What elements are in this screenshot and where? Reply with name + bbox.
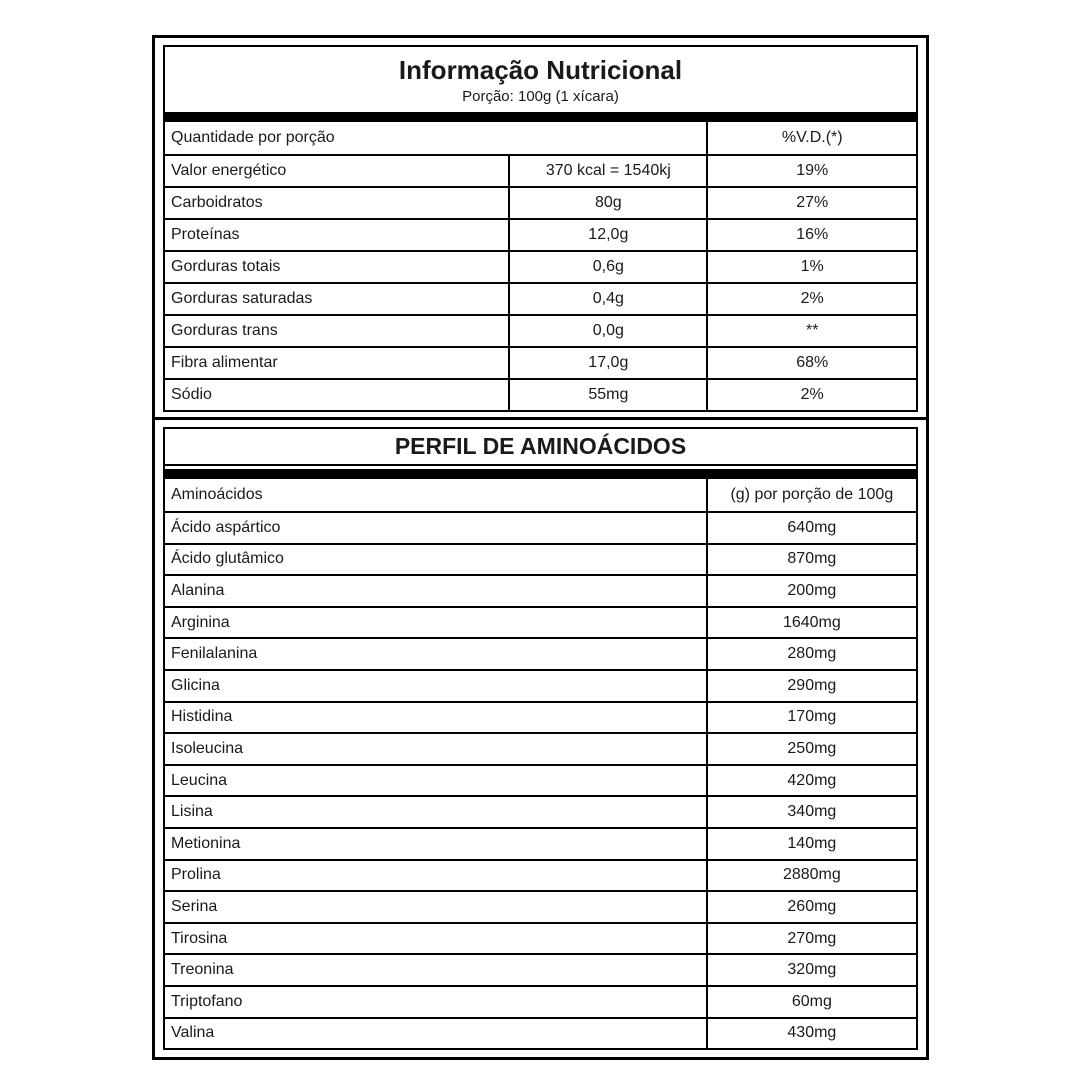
table-row [165, 701, 916, 733]
amino-acid-name: Leucina [171, 771, 228, 789]
amino-acid-amount: 200mg [706, 576, 916, 606]
table-row [165, 186, 916, 218]
nutrition-table-body [165, 122, 916, 410]
table-row [165, 378, 916, 410]
amino-acid-amount: 290mg [706, 671, 916, 701]
table-row [165, 669, 916, 701]
thick-divider-bar [165, 469, 916, 479]
amino-acid-profile-panel [152, 417, 929, 1060]
nutrient-name: Fibra alimentar [171, 353, 278, 371]
amino-acid-amount: 640mg [706, 513, 916, 543]
nutrient-name: Gorduras totais [171, 257, 281, 275]
nutrition-title: Informação Nutricional [398, 55, 683, 85]
table-row [165, 511, 916, 543]
amino-acid-table [163, 427, 918, 1050]
amino-acid-amount: 420mg [706, 766, 916, 796]
nutrient-amount: 0,0g [508, 316, 706, 346]
amino-acid-name: Lisina [171, 803, 213, 821]
amino-acid-name: Valina [171, 1024, 215, 1042]
thick-divider-bar [165, 112, 916, 122]
nutrient-daily-value: 2% [706, 284, 916, 314]
table-row [165, 764, 916, 796]
amino-acid-name: Glicina [171, 676, 220, 694]
table-row [165, 732, 916, 764]
table-row [165, 346, 916, 378]
amino-acid-amount: 140mg [706, 829, 916, 859]
nutrient-amount: 55mg [508, 380, 706, 410]
amino-acid-name: Treonina [171, 961, 234, 979]
table-row [165, 282, 916, 314]
nutrient-daily-value: 16% [706, 220, 916, 250]
amino-acid-name: Fenilalanina [171, 645, 258, 663]
amino-acid-amount: 870mg [706, 545, 916, 575]
quantity-per-serving-label: Quantidade por porção [171, 128, 335, 146]
table-row [165, 574, 916, 606]
nutrient-daily-value: 2% [706, 380, 916, 410]
amino-acid-amount: 170mg [706, 703, 916, 733]
nutrient-name: Carboidratos [171, 193, 263, 211]
table-row [165, 1017, 916, 1049]
nutrient-daily-value: 1% [706, 252, 916, 282]
nutrient-daily-value: 68% [706, 348, 916, 378]
serving-size-text: Porção: 100g (1 xícara) [462, 87, 619, 105]
nutrient-daily-value: 27% [706, 188, 916, 218]
amino-acid-amount: 1640mg [706, 608, 916, 638]
amino-acid-amount: 60mg [706, 987, 916, 1017]
amino-acid-amount: 340mg [706, 797, 916, 827]
amino-title-block [165, 429, 916, 466]
table-row [165, 827, 916, 859]
amino-acid-name: Alanina [171, 582, 225, 600]
amino-acid-amount: 2880mg [706, 861, 916, 891]
amino-table-body [165, 479, 916, 1048]
nutrient-name: Valor energético [171, 161, 287, 179]
table-row [165, 890, 916, 922]
amino-acid-name: Histidina [171, 708, 233, 726]
table-row [165, 795, 916, 827]
amino-acid-name: Triptofano [171, 992, 243, 1010]
nutrition-title-block [165, 47, 916, 112]
table-row [165, 637, 916, 669]
table-row [165, 953, 916, 985]
amino-acid-amount: 270mg [706, 924, 916, 954]
nutrient-daily-value: 19% [706, 156, 916, 186]
nutrient-daily-value: ** [706, 316, 916, 346]
amino-acid-name: Metionina [171, 834, 241, 852]
amino-acid-name: Ácido aspártico [171, 518, 281, 536]
table-row [165, 985, 916, 1017]
nutrient-name: Gorduras trans [171, 321, 278, 339]
table-row [165, 314, 916, 346]
amino-profile-title: PERFIL DE AMINOÁCIDOS [394, 433, 687, 459]
amino-acid-amount: 260mg [706, 892, 916, 922]
nutrition-facts-panel [152, 35, 929, 422]
table-row [165, 606, 916, 638]
nutrient-name: Gorduras saturadas [171, 289, 313, 307]
nutrient-amount: 370 kcal = 1540kj [508, 156, 706, 186]
table-row [165, 250, 916, 282]
amount-per-serving-column-header: (g) por porção de 100g [706, 479, 916, 511]
amino-acid-amount: 280mg [706, 639, 916, 669]
amino-acid-name: Arginina [171, 613, 230, 631]
table-row [165, 218, 916, 250]
amino-acid-name: Tirosina [171, 929, 228, 947]
table-row [165, 154, 916, 186]
amino-acid-name: Ácido glutâmico [171, 550, 284, 568]
nutrition-facts-table [163, 45, 918, 412]
nutrient-amount: 0,6g [508, 252, 706, 282]
nutrient-name: Sódio [171, 385, 212, 403]
nutrient-amount: 80g [508, 188, 706, 218]
amino-acid-amount: 320mg [706, 955, 916, 985]
table-row [165, 543, 916, 575]
amino-header-row [165, 479, 916, 511]
nutrient-amount: 12,0g [508, 220, 706, 250]
amino-acid-name: Isoleucina [171, 739, 244, 757]
nutrient-name: Proteínas [171, 225, 240, 243]
nutrition-header-row [165, 122, 916, 154]
table-row [165, 859, 916, 891]
amino-acids-column-header: Aminoácidos [171, 486, 263, 504]
amino-acid-name: Serina [171, 897, 218, 915]
amino-acid-amount: 250mg [706, 734, 916, 764]
amino-acid-amount: 430mg [706, 1019, 916, 1049]
nutrient-amount: 17,0g [508, 348, 706, 378]
daily-value-header: %V.D.(*) [706, 122, 916, 154]
table-row [165, 922, 916, 954]
amino-acid-name: Prolina [171, 866, 221, 884]
nutrient-amount: 0,4g [508, 284, 706, 314]
